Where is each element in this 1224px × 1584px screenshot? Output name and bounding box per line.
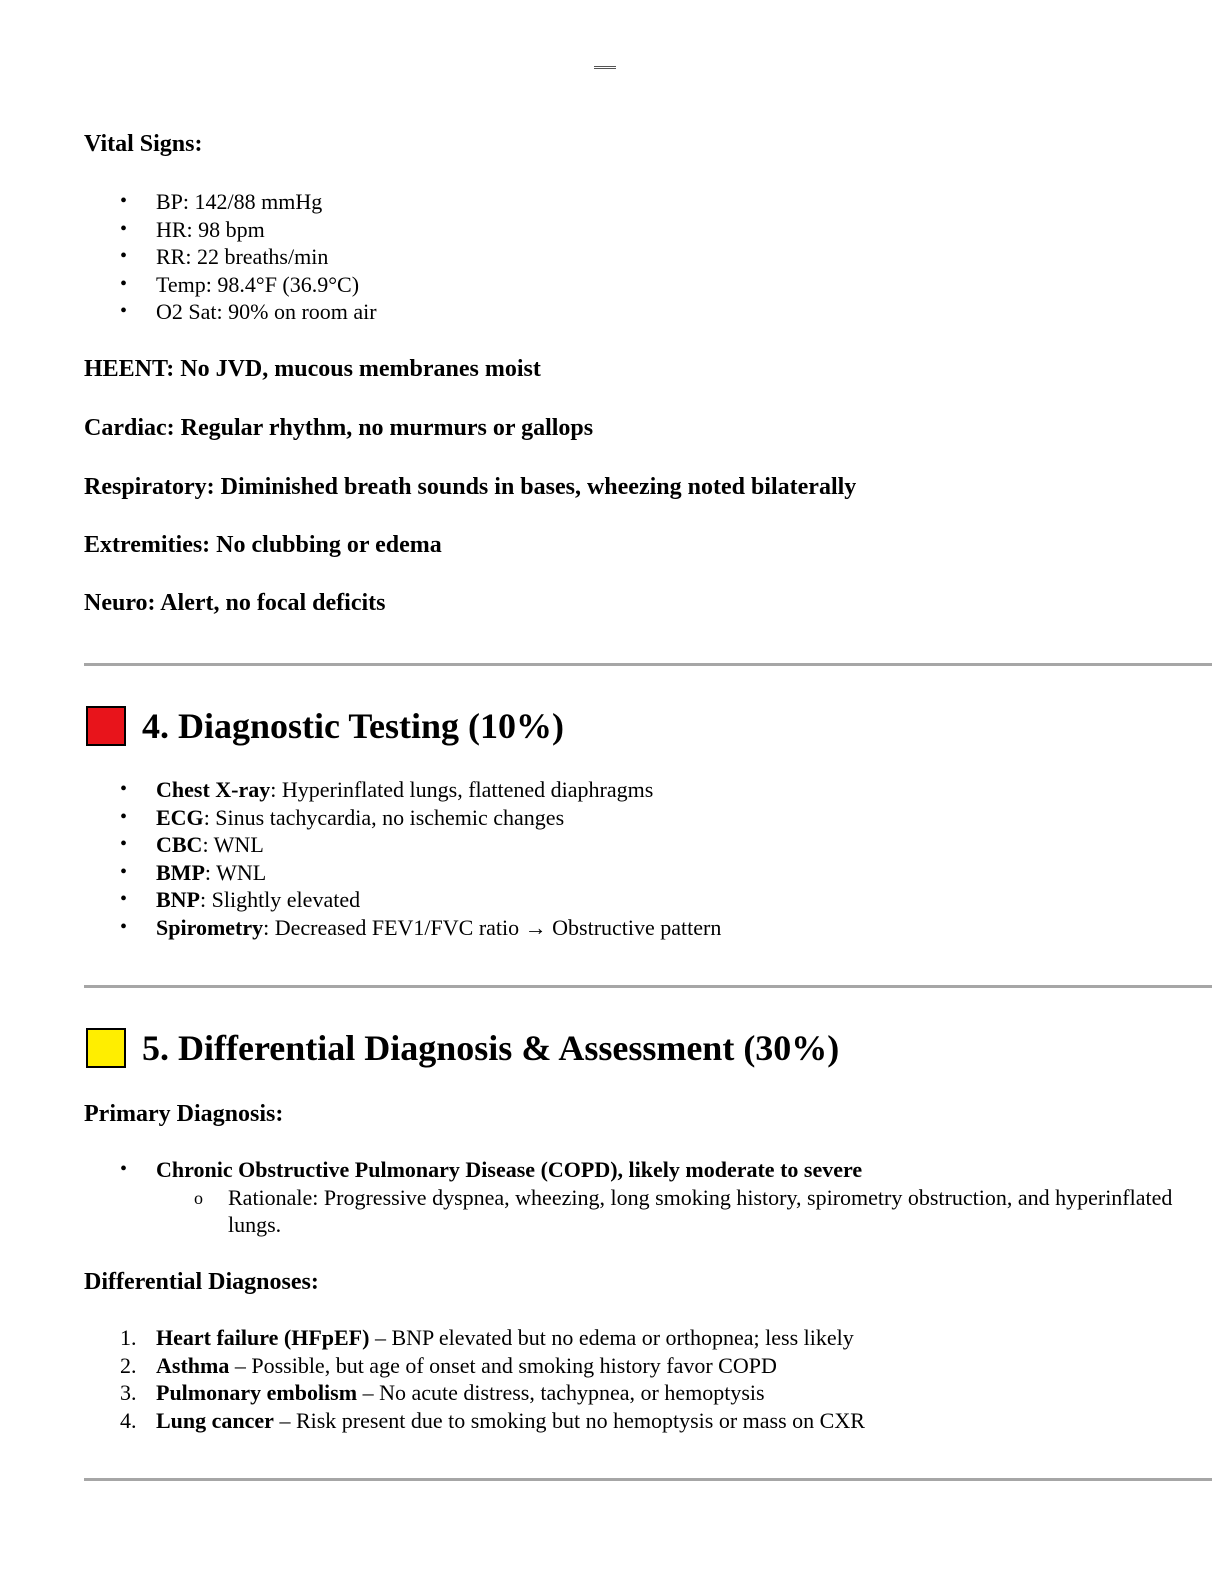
list-item: • RR: 22 breaths/min <box>156 243 1212 271</box>
list-item <box>156 1156 1212 1239</box>
physical-exam-section <box>84 130 1212 326</box>
differential-diagnoses-wrap <box>84 1324 1212 1434</box>
diagnostic-testing-list <box>84 776 1212 941</box>
page-header-mark <box>594 66 616 70</box>
list-item <box>120 1324 1212 1352</box>
item-number: 1. <box>120 1325 137 1350</box>
vital-signs-list <box>84 188 1212 326</box>
differential-diagnoses-list <box>84 1324 1212 1434</box>
list-item: • O2 Sat: 90% on room air <box>156 298 1212 326</box>
diagnostic-testing-list-wrap <box>84 776 1212 941</box>
test-label: ECG <box>156 804 204 830</box>
list-item: • BP: 142/88 mmHg <box>156 188 1212 216</box>
test-label: BMP <box>156 859 205 885</box>
diagnostic-testing-heading <box>86 706 564 746</box>
list-item <box>156 804 1212 832</box>
respiratory-finding: Respiratory: Diminished breath sounds in bases, wheezing noted bilaterally <box>84 474 857 500</box>
neuro-finding: Neuro: Alert, no focal deficits <box>84 590 386 616</box>
test-label: Spirometry <box>156 914 264 940</box>
section-title: 4. Diagnostic Testing (10%) <box>142 706 565 746</box>
section-divider <box>84 985 1212 988</box>
rationale-item: o Rationale: Progressive dyspnea, wheezing, long smoking history, spirometry obstruction, and hyperinflated lungs. <box>228 1184 1212 1239</box>
primary-diagnosis-list <box>84 1156 1212 1239</box>
list-item <box>156 859 1212 887</box>
diagnosis-label: Heart failure (HFpEF) <box>156 1325 370 1350</box>
test-result: : WNL <box>204 859 267 885</box>
list-item: • Temp: 98.4°F (36.9°C) <box>156 271 1212 299</box>
differential-diagnoses-heading: Differential Diagnoses: <box>84 1269 319 1295</box>
test-label: BNP <box>156 887 200 912</box>
yellow-square-icon <box>86 1028 126 1068</box>
list-item <box>120 1379 1212 1407</box>
item-number: 3. <box>120 1380 137 1405</box>
cardiac-finding: Cardiac: Regular rhythm, no murmurs or gallops <box>84 415 594 441</box>
vital-signs-heading: Vital Signs: <box>84 131 203 157</box>
heent-finding: HEENT: No JVD, mucous membranes moist <box>84 356 541 382</box>
test-result: : WNL <box>202 832 264 857</box>
extremities-finding: Extremities: No clubbing or edema <box>84 532 442 558</box>
test-result: : Hyperinflated lungs, flattened diaphragms <box>270 777 654 802</box>
diagnosis-note: – Risk present due to smoking but no hemoptysis or mass on CXR <box>273 1407 865 1433</box>
primary-diagnosis-heading: Primary Diagnosis: <box>84 1101 284 1127</box>
primary-diagnosis-wrap <box>84 1156 1212 1239</box>
section-divider <box>84 663 1212 666</box>
test-result: : Sinus tachycardia, no ischemic changes <box>203 804 565 830</box>
diagnosis-note: – No acute distress, tachypnea, or hemoptysis <box>357 1380 765 1405</box>
list-item <box>156 886 1212 914</box>
list-item <box>120 1407 1212 1435</box>
list-item <box>156 776 1212 804</box>
list-item: • HR: 98 bpm <box>156 216 1212 244</box>
section-divider <box>84 1478 1212 1481</box>
rationale-list <box>156 1184 1212 1239</box>
diagnosis-label: Asthma <box>156 1352 230 1378</box>
item-number: 2. <box>120 1352 137 1378</box>
red-square-icon <box>86 706 126 746</box>
diagnosis-note: – Possible, but age of onset and smoking history favor COPD <box>229 1352 777 1378</box>
differential-heading <box>86 1028 839 1068</box>
test-label: CBC <box>156 832 203 857</box>
list-item <box>120 1352 1212 1380</box>
diagnosis-label: Pulmonary embolism <box>156 1380 358 1405</box>
test-label: Chest X-ray <box>156 777 271 802</box>
diagnosis-note: – BNP elevated but no edema or orthopnea; less likely <box>369 1325 854 1350</box>
item-number: 4. <box>120 1407 137 1433</box>
section-title: 5. Differential Diagnosis & Assessment (30%) <box>142 1028 840 1068</box>
primary-diagnosis: Chronic Obstructive Pulmonary Disease (COPD), likely moderate to severe <box>156 1157 863 1182</box>
test-result: : Slightly elevated <box>200 887 361 912</box>
list-item <box>156 914 1212 942</box>
diagnosis-label: Lung cancer <box>156 1407 274 1433</box>
test-result: : Decreased FEV1/FVC ratio → Obstructive pattern <box>263 914 722 940</box>
list-item <box>156 831 1212 859</box>
